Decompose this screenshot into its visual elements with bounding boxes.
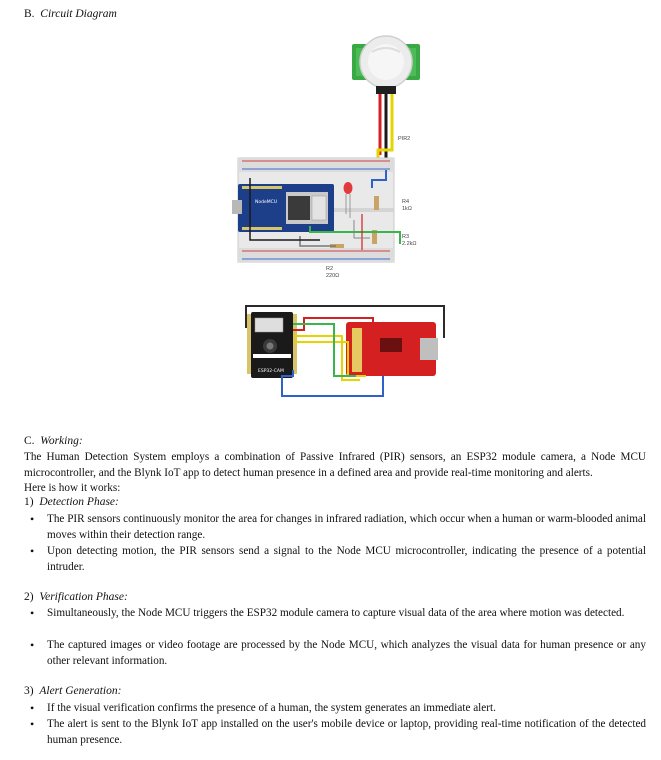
bullet-icon: • [30, 512, 35, 526]
list-item-text: The captured images or video footage are processed by the Node MCU, which analyzes the visual data for human presence or any other relevant information. [47, 639, 646, 667]
how-it-works-text: Here is how it works: [24, 482, 121, 494]
section-b-title: Circuit Diagram [40, 8, 117, 20]
phase-3-title: Alert Generation: [39, 685, 122, 697]
list-item-text: Upon detecting motion, the PIR sensors send a signal to the Node MCU microcontroller, indicating the presence of a potential intruder. [47, 545, 646, 573]
list-item-text: Simultaneously, the Node MCU triggers the ESP32 module camera to capture visual data of the area where motion was detected. [47, 607, 625, 619]
intro-paragraph: The Human Detection System employs a combination of Passive Infrared (PIR) sensors, an ESP32 module camera, a Node MCU microcontroller, and the Blynk IoT app to detect human presence in a defined area and provide real-time monitoring and alerts. [24, 451, 646, 479]
phase-2-title: Verification Phase: [39, 591, 128, 603]
phase-1-number: 1) [24, 496, 34, 508]
mcu-label-text: NodeMCU [255, 200, 278, 205]
section-b-number: B. [24, 8, 35, 20]
section-c-heading [24, 435, 83, 447]
bullet-icon: • [30, 717, 35, 731]
bullet-icon: • [30, 544, 35, 558]
pir-sensor-icon [352, 36, 420, 94]
phase-3-heading [24, 685, 121, 697]
r3-value-label: 2.2kΩ [402, 241, 417, 247]
r3-name-label: R3 [402, 234, 410, 240]
list-item [30, 701, 646, 717]
bullet-icon: • [30, 701, 35, 715]
list-item [30, 512, 646, 543]
r2-value-label: 220Ω [326, 273, 340, 279]
ftdi-programmer-icon [346, 322, 438, 376]
section-c-title: Working: [40, 435, 83, 447]
bullet-icon: • [30, 606, 35, 620]
bullet-icon: • [30, 638, 35, 652]
list-item [30, 544, 646, 575]
r4-name-label: R4 [402, 199, 410, 205]
list-item [30, 638, 646, 669]
phase-2-heading [24, 591, 128, 603]
list-item-text: The alert is sent to the Blynk IoT app installed on the user's mobile device or laptop, providing real-time notification of the detected human presence. [47, 718, 646, 746]
r4-value-label: 1kΩ [402, 206, 412, 212]
list-item-text: The PIR sensors continuously monitor the area for changes in infrared radiation, which occur when a human or warm-blooded animal moves within their detection range. [47, 513, 646, 541]
phase-2-number: 2) [24, 591, 34, 603]
phase-3-number: 3) [24, 685, 34, 697]
section-c-number: C. [24, 435, 35, 447]
resistor-r4-icon [374, 196, 379, 210]
esp32-cam-module-icon [247, 312, 297, 378]
r2-name-label: R2 [326, 266, 334, 272]
pir-label: PIR2 [398, 136, 411, 142]
nodemcu-board-icon [232, 184, 334, 232]
cam-label-text: ESP32-CAM [258, 369, 284, 374]
phase-1-heading [24, 496, 119, 508]
list-item [30, 717, 646, 748]
list-item [30, 606, 646, 622]
list-item-text: If the visual verification confirms the presence of a human, the system generates an immediate alert. [47, 702, 496, 714]
phase-1-title: Detection Phase: [39, 496, 119, 508]
